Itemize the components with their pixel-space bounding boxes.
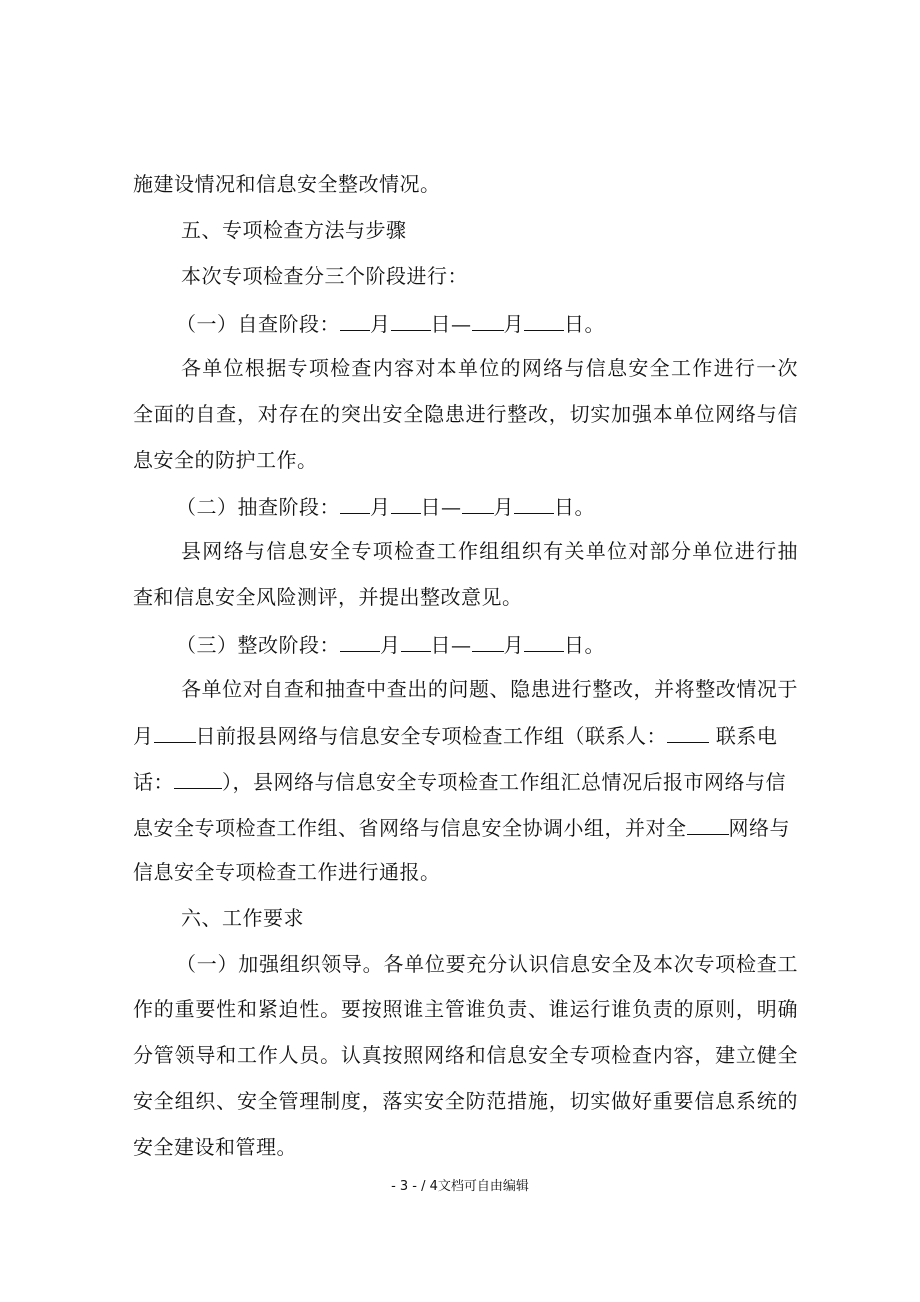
blank-field	[391, 308, 431, 331]
blank-field	[340, 491, 370, 514]
blank-field	[514, 491, 554, 514]
blank-field	[340, 308, 370, 331]
paragraph-line: （一）加强组织领导。各单位要充分认识信息安全及本次专项检查工	[176, 952, 798, 976]
stage-label: （二）抽查阶段：	[176, 495, 340, 519]
stage-label: （一）自查阶段：	[176, 312, 340, 336]
stage-heading	[176, 308, 793, 338]
blank-field	[340, 629, 380, 652]
blank-field	[667, 720, 709, 743]
date-text: 日。	[564, 633, 605, 657]
paragraph-line: 各单位根据专项检查内容对本单位的网络与信息安全工作进行一次	[181, 356, 798, 380]
blank-field	[154, 720, 196, 743]
paragraph-line: 分管领导和工作人员。认真按照网络和信息安全专项检查内容，建立健全	[133, 1043, 798, 1067]
blank-field	[401, 629, 431, 652]
paragraph-line: 查和信息安全风险测评，并提出整改意见。	[133, 585, 523, 609]
line-text: 日前报县网络与信息安全专项检查工作组（联系人：	[195, 724, 667, 748]
date-text: 月	[503, 633, 524, 657]
paragraph-line: 全面的自查，对存在的突出安全隐患进行整改，切实加强本单位网络与信	[133, 402, 798, 426]
blank-field	[472, 629, 504, 652]
blank-field	[687, 812, 729, 835]
blank-field	[391, 491, 421, 514]
date-text: 月	[133, 724, 154, 748]
paragraph-line	[133, 812, 798, 842]
blank-field	[472, 308, 504, 331]
line-text: 网络与	[728, 816, 790, 840]
line-text: 联系电	[709, 724, 778, 748]
date-text: 日。	[554, 495, 595, 519]
paragraph-line: 县网络与信息安全专项检查工作组组织有关单位对部分单位进行抽	[181, 539, 798, 563]
paragraph-line: 本次专项检查分三个阶段进行：	[181, 264, 468, 288]
line-text: 息安全专项检查工作组、省网络与信息安全协调小组，并对全	[133, 816, 687, 840]
date-text: 月	[493, 495, 514, 519]
blank-field	[524, 629, 564, 652]
date-text: 月	[503, 312, 524, 336]
paragraph-line: 信息安全专项检查工作进行通报。	[133, 860, 441, 884]
page-footer: - 3 - / 4文档可自由编辑	[391, 1179, 529, 1194]
line-text: 话：	[133, 770, 174, 794]
line-text: ），县网络与信息安全专项检查工作组汇总情况后报市网络与信	[222, 770, 786, 794]
stage-label: （三）整改阶段：	[176, 633, 340, 657]
date-text: 月	[370, 495, 391, 519]
stage-heading	[176, 629, 793, 659]
date-text: 日—	[430, 312, 472, 336]
section-heading: 五、专项检查方法与步骤	[181, 218, 407, 242]
paragraph-line: 息安全的防护工作。	[133, 448, 318, 472]
date-text: 日—	[420, 495, 462, 519]
blank-field	[174, 766, 222, 789]
paragraph-line	[133, 720, 798, 750]
paragraph-line: 安全建设和管理。	[133, 1135, 297, 1159]
section-heading: 六、工作要求	[181, 906, 304, 930]
date-text: 月	[370, 312, 391, 336]
blank-field	[462, 491, 494, 514]
paragraph-line: 作的重要性和紧迫性。要按照谁主管谁负责、谁运行谁负责的原则，明确	[133, 997, 798, 1021]
date-text: 日—	[430, 633, 472, 657]
blank-field	[524, 308, 564, 331]
paragraph-line	[133, 766, 798, 796]
paragraph-line: 各单位对自查和抽查中查出的问题、隐患进行整改，并将整改情况于	[181, 677, 798, 701]
paragraph-line: 安全组织、安全管理制度，落实安全防范措施，切实做好重要信息系统的	[133, 1089, 798, 1113]
date-text: 月	[380, 633, 401, 657]
stage-heading	[176, 491, 793, 521]
paragraph-line: 施建设情况和信息安全整改情况。	[133, 172, 441, 196]
date-text: 日。	[564, 312, 605, 336]
